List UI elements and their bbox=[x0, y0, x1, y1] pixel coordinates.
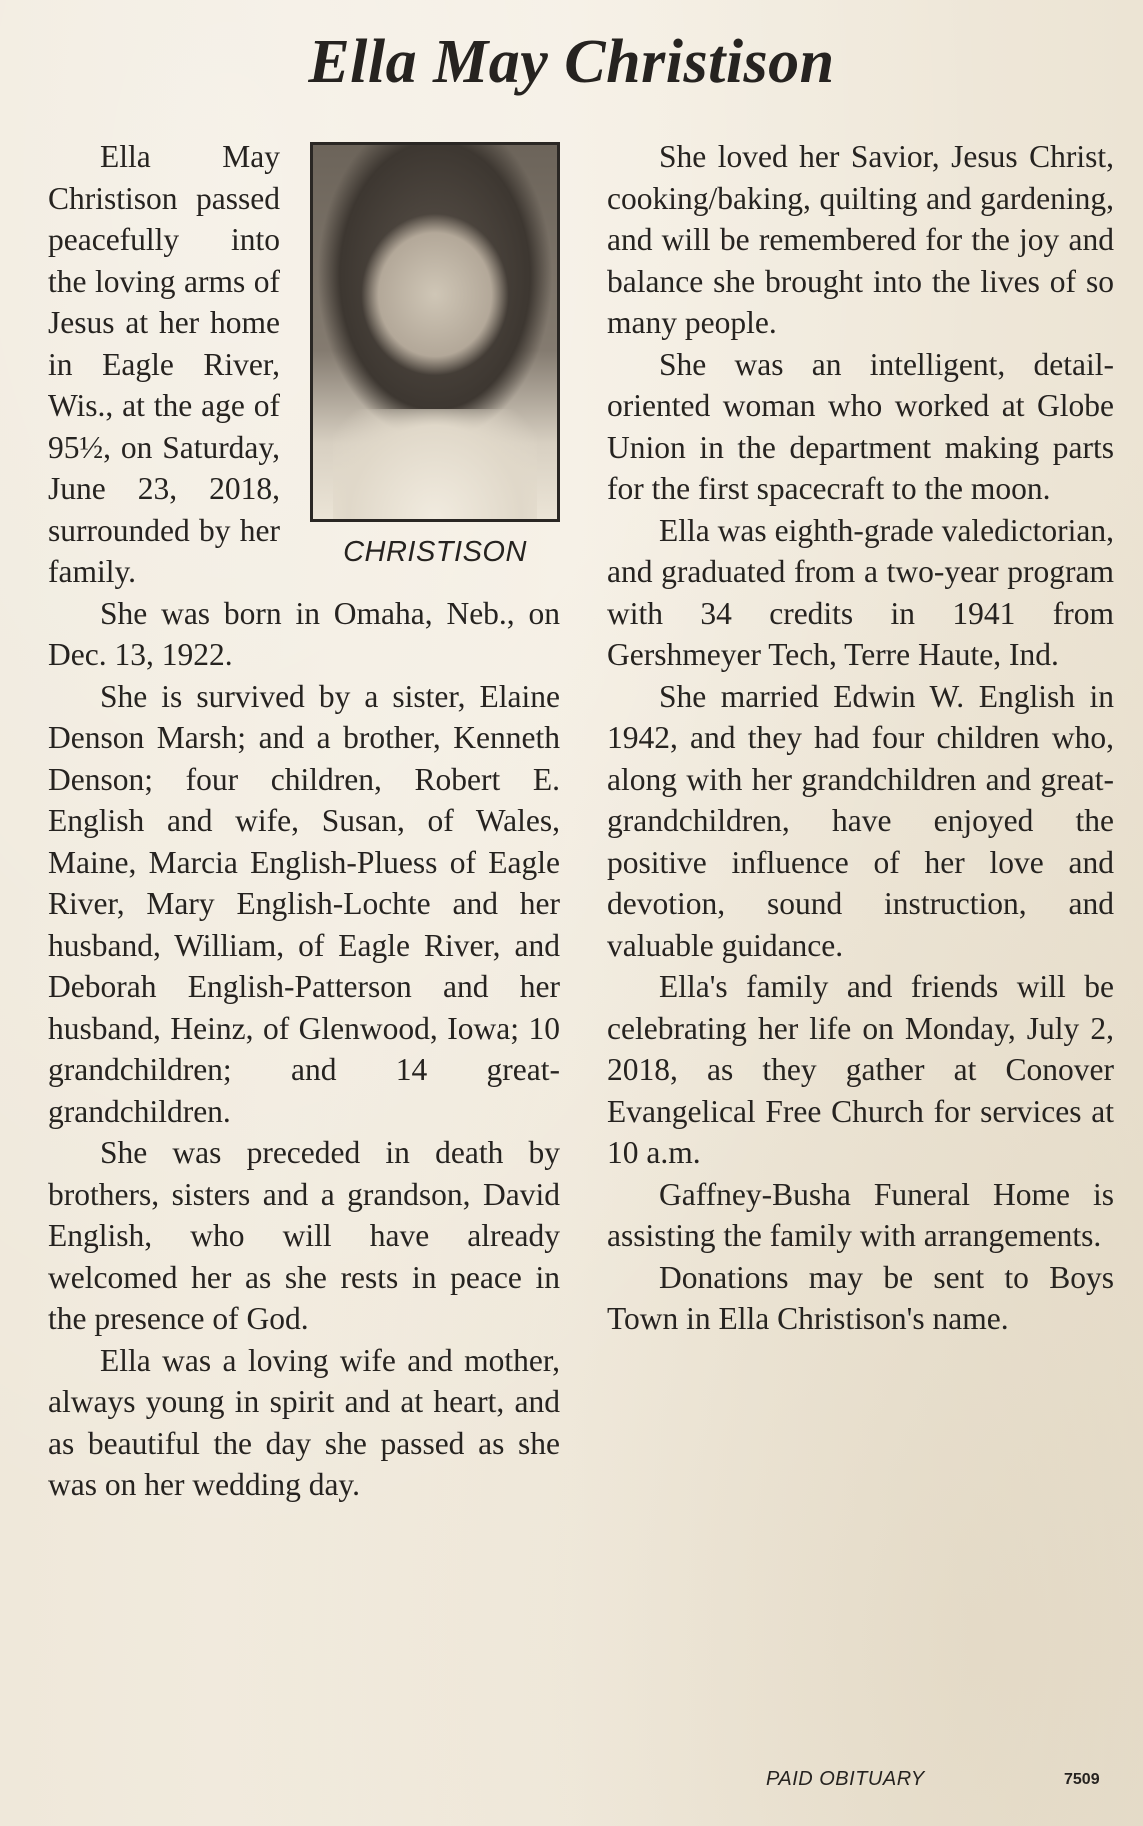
ad-code: 7509 bbox=[1064, 1771, 1100, 1788]
paragraph: She married Edwin W. English in 1942, and they had four children who, along with her grandchildren and great-grandchildren, have enjoyed the positive influence of her love and devotion, sound instruction, and valuable guidance. bbox=[607, 678, 1114, 963]
portrait-collar bbox=[333, 409, 537, 519]
left-column bbox=[48, 136, 560, 1506]
portrait-block bbox=[310, 142, 560, 572]
right-column bbox=[607, 136, 1114, 1340]
paragraph: She is survived by a sister, Elaine Denson Marsh; and a brother, Kenneth Denson; four children, Robert E. English and wife, Susan, of Wales, Maine, Marcia English-Pluess of Eagle River, Mary English-Lochte and her husband, William, of Eagle River, and Deborah English-Patterson and her husband, Heinz, of Glenwood, Iowa; 10 grandchildren; and 14 great-grandchildren. bbox=[48, 678, 560, 1129]
paragraph: She was an intelligent, detail-oriented woman who worked at Globe Union in the department making parts for the first spacecraft to the moon. bbox=[607, 346, 1114, 506]
paid-obituary-label: PAID OBITUARY bbox=[766, 1768, 925, 1790]
photo-caption: CHRISTISON bbox=[343, 536, 527, 568]
paragraph: She was preceded in death by brothers, sisters and a grandson, David English, who will have already welcomed her as she rests in peace in the presence of God. bbox=[48, 1135, 560, 1336]
paragraph: Ella was eighth-grade valedictorian, and graduated from a two-year program with 34 credits in 1941 from Gershmeyer Tech, Terre Haute, Ind. bbox=[607, 512, 1114, 672]
obituary-title: Ella May Christison bbox=[308, 28, 835, 96]
paragraph: Ella was a loving wife and mother, always young in spirit and at heart, and as beautiful the day she passed as she was on her wedding day. bbox=[48, 1342, 560, 1502]
paragraph: She loved her Savior, Jesus Christ, cooking/baking, quilting and gardening, and will be remembered for the joy and balance she brought into the lives of so many people. bbox=[607, 139, 1114, 340]
paragraph: Ella's family and friends will be celebrating her life on Monday, July 2, 2018, as they gather at Conover Evangelical Free Church for services at 10 a.m. bbox=[607, 969, 1114, 1170]
paragraph: Ella May Christison passed peacefully into the loving arms of Jesus at her home in Eagle River, Wis., at the age of 95½, on Saturday, June 23, 2018, surrounded by her family. bbox=[48, 139, 280, 589]
paragraph: Gaffney-Busha Funeral Home is assisting the family with arrangements. bbox=[607, 1176, 1114, 1253]
portrait-photo bbox=[310, 142, 560, 522]
paragraph: She was born in Omaha, Neb., on Dec. 13, 1922. bbox=[48, 595, 560, 672]
paragraph: Donations may be sent to Boys Town in Ella Christison's name. bbox=[607, 1259, 1114, 1336]
